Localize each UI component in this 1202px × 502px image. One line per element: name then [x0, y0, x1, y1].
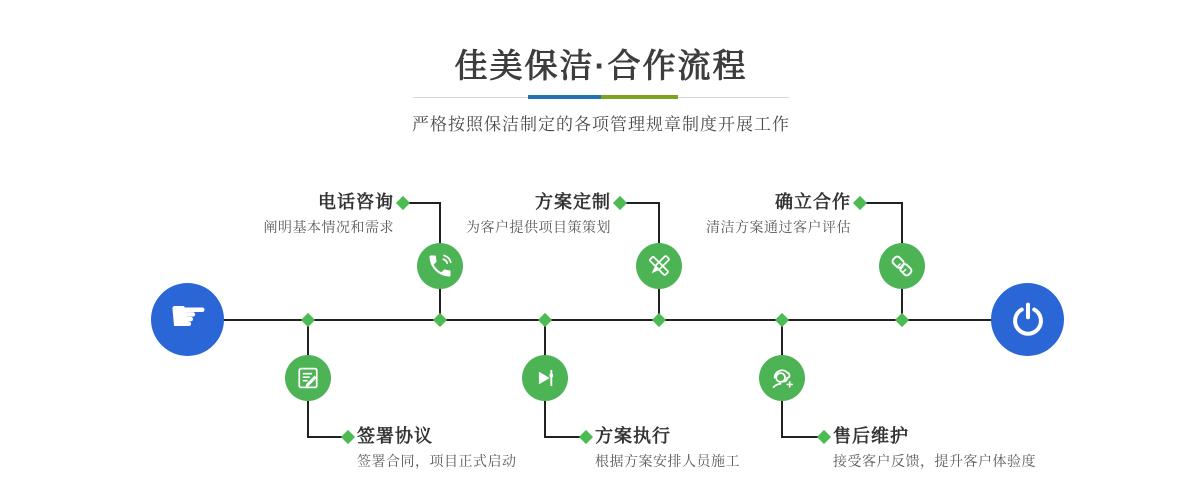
step-label-phone [264, 190, 395, 237]
step-title: 签署协议 [357, 426, 433, 446]
step-desc: 为客户提供项目策策划 [466, 219, 611, 235]
step-label-execute [595, 424, 740, 471]
page-title: 佳美保洁·合作流程 [454, 47, 748, 84]
label-diamond [341, 430, 355, 444]
end-node [991, 283, 1064, 356]
junction-diamond [652, 313, 666, 327]
main-timeline-line [222, 319, 994, 321]
junction-diamond [895, 313, 909, 327]
step-desc: 阐明基本情况和需求 [263, 219, 394, 235]
step-desc: 签署合同，项目正式启动 [357, 453, 517, 469]
pencil-ruler-icon [645, 252, 673, 280]
step-title: 售后维护 [833, 426, 909, 446]
step-node-cooperate [879, 243, 925, 289]
junction-diamond [433, 313, 447, 327]
title-divider-green-segment [601, 95, 678, 99]
label-diamond [579, 430, 593, 444]
headset-person-icon [768, 364, 796, 392]
step-node-execute [522, 355, 568, 401]
pointing-hand-icon: ☛ [168, 290, 209, 342]
label-diamond [817, 430, 831, 444]
label-diamond [853, 196, 867, 210]
step-title: 方案定制 [535, 192, 611, 212]
step-node-design [636, 243, 682, 289]
junction-diamond [301, 313, 315, 327]
page-subtitle: 严格按照保洁制定的各项管理规章制度开展工作 [412, 115, 790, 134]
handshake-icon [887, 251, 917, 281]
step-node-contract [285, 355, 331, 401]
power-icon [1008, 300, 1048, 340]
label-diamond [613, 196, 627, 210]
play-slider-icon [531, 364, 559, 392]
step-label-contract [357, 424, 517, 471]
start-node [151, 283, 224, 356]
step-title: 电话咨询 [318, 192, 394, 212]
title-divider-blue-segment [528, 95, 601, 99]
label-diamond [396, 196, 410, 210]
step-desc: 根据方案安排人员施工 [595, 453, 740, 469]
step-node-aftersale [759, 355, 805, 401]
junction-diamond [775, 313, 789, 327]
step-title: 确立合作 [775, 192, 851, 212]
document-sign-icon [294, 364, 322, 392]
step-label-design [466, 190, 611, 237]
step-title: 方案执行 [595, 426, 671, 446]
junction-diamond [538, 313, 552, 327]
step-node-phone [417, 243, 463, 289]
step-label-cooperate [706, 190, 851, 237]
phone-waves-icon [426, 252, 454, 280]
step-desc: 清洁方案通过客户评估 [706, 219, 851, 235]
step-desc: 接受客户反馈，提升客户体验度 [833, 453, 1036, 469]
step-label-aftersale [833, 424, 1036, 471]
